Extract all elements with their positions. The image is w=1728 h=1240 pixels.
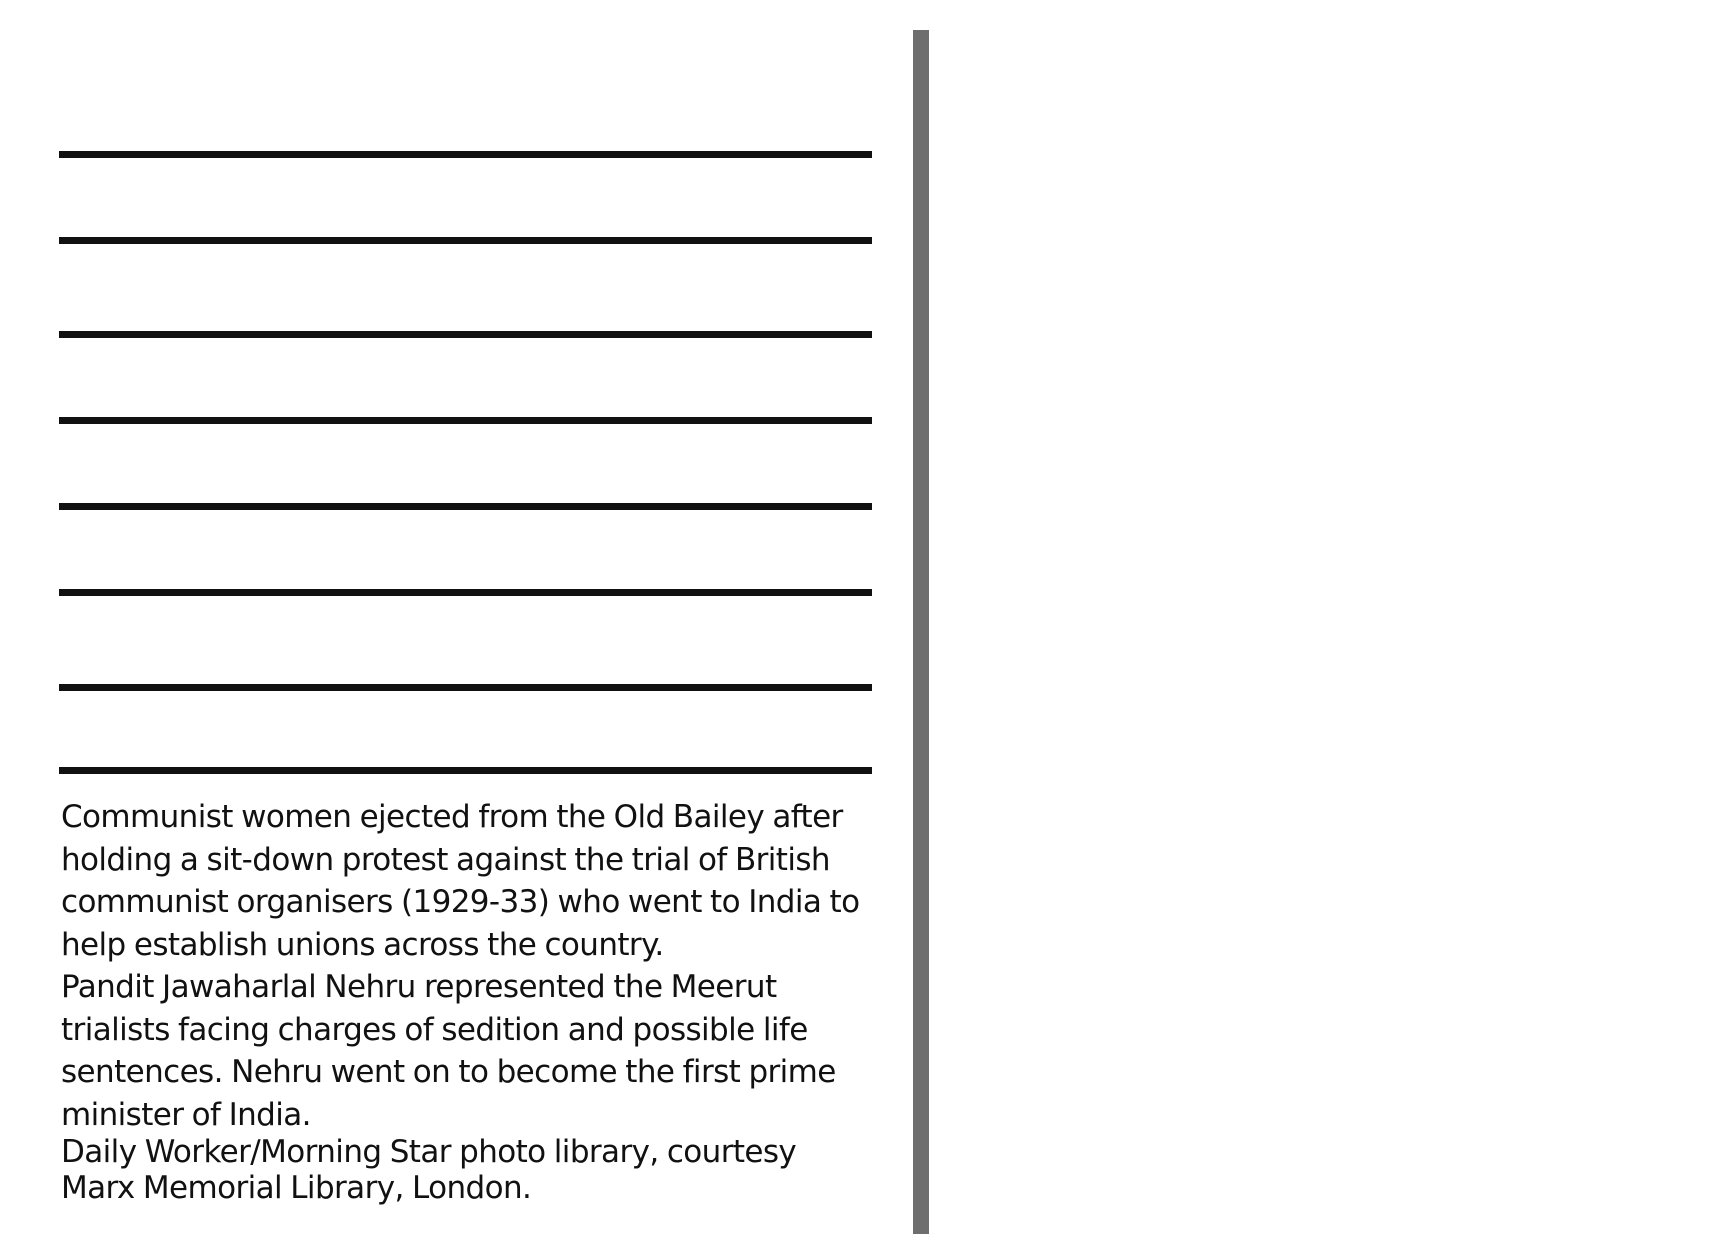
photo-credit bbox=[61, 1134, 871, 1206]
address-line-8 bbox=[59, 767, 872, 774]
address-line-2 bbox=[59, 237, 872, 244]
credit-line-2: Marx Memorial Library, London. bbox=[61, 1170, 532, 1206]
credit-line-1: Daily Worker/Morning Star photo library, courtesy bbox=[61, 1134, 797, 1170]
address-area-blank bbox=[940, 30, 1710, 1234]
address-line-6 bbox=[59, 589, 872, 596]
address-line-3 bbox=[59, 331, 872, 338]
address-line-1 bbox=[59, 151, 872, 158]
caption-paragraph-1: Communist women ejected from the Old Bailey after holding a sit-down protest against the trial of British communist organisers (1929-33) who went to India to help establish unions across the country. bbox=[61, 799, 860, 963]
photo-caption bbox=[61, 796, 871, 1136]
vertical-divider bbox=[913, 30, 929, 1234]
address-line-5 bbox=[59, 503, 872, 510]
address-line-4 bbox=[59, 417, 872, 424]
address-line-7 bbox=[59, 684, 872, 691]
caption-paragraph-2: Pandit Jawaharlal Nehru represented the Meerut trialists facing charges of sedition and possible life sentences. Nehru went on to become the first prime minister of India. bbox=[61, 969, 836, 1133]
